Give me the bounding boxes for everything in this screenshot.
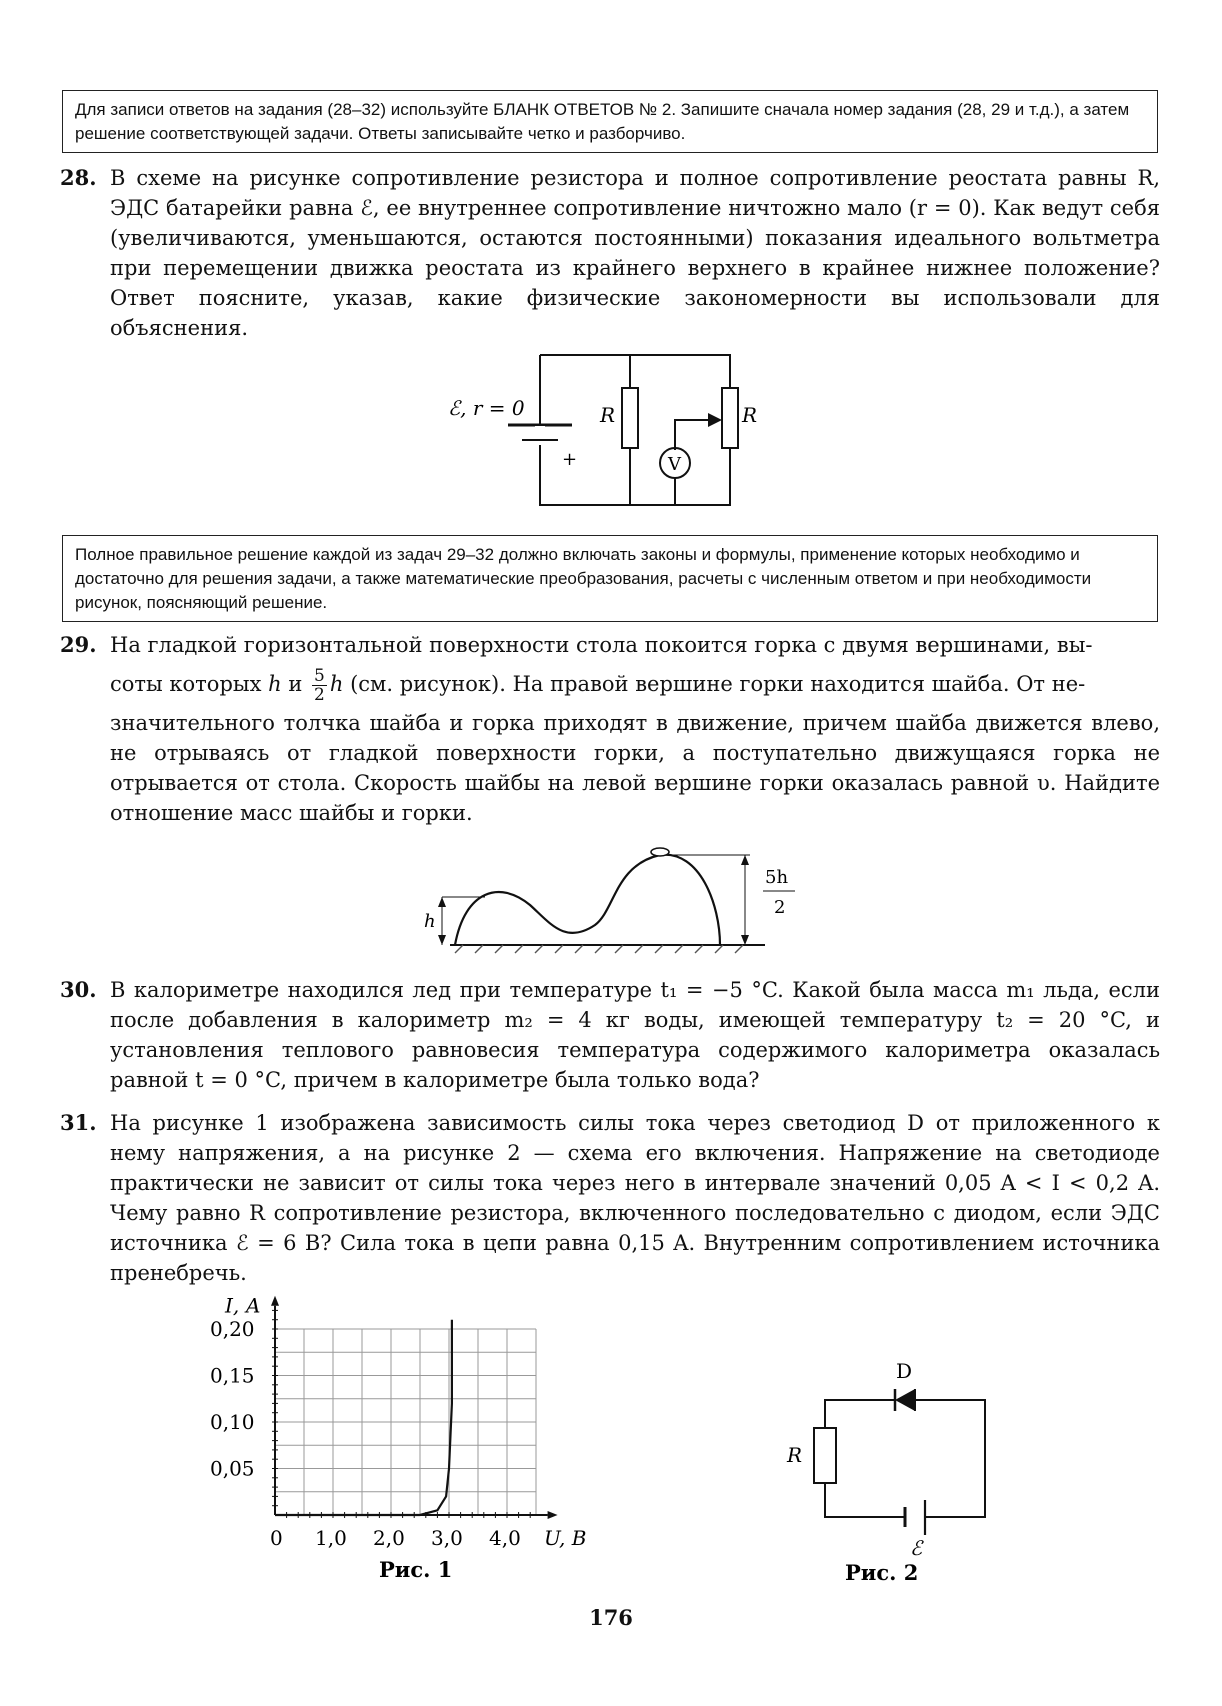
y-tick-label: 0,05 <box>210 1456 255 1481</box>
task-29 <box>60 630 1160 828</box>
x-tick-label: 3,0 <box>431 1526 463 1550</box>
figure-2-caption: Рис. 2 <box>845 1560 919 1585</box>
rheostat-label: R <box>742 403 758 427</box>
instructions-box: Для записи ответов на задания (28–32) используйте БЛАНК ОТВЕТОВ № 2. Запишите сначала номер задания (28, 29 и т.д.), а затем решение соответствующей задачи. Ответы записывайте четко и разборчиво. <box>62 90 1158 153</box>
task-text: В калориметре находился лед при температуре t₁ = −5 °C. Какой была масса m₁ льда, если после добавления в калориметр m₂ = 4 кг воды, имеющей температуру t₂ = 20 °C, и установления теплового равновесия температура содержимого калориметра оказалась равной t = 0 °C, причем в калориметре была только вода? <box>110 978 1160 1092</box>
task-number: 30. <box>60 977 97 1002</box>
x-axis-arrow <box>548 1511 558 1519</box>
and-word: и <box>288 672 303 696</box>
task-30 <box>60 975 1160 1095</box>
resistor-label: R <box>600 403 616 427</box>
emf-label: ℰ, r = 0 <box>448 396 525 420</box>
voltmeter-label: V <box>668 454 681 475</box>
task-text-line2b: (см. рисунок). На правой вершине горки находится шайба. От не- <box>350 672 1086 696</box>
diode-label: D <box>896 1359 913 1383</box>
task-text-line2a: соты которых <box>110 672 262 696</box>
task-text: На рисунке 1 изображена зависимость силы тока через светодиод D от приложенного к нему напряжения, а на рисунке 2 — схема его включения. Напряжение на светодиоде практически не зависит от силы тока через него в интервале значений 0,05 A < I < 0,2 A. Чему равно R сопротивление резистора, включенного последовательно с диодом, если ЭДС источника ℰ = 6 В? Сила тока в цепи равна 0,15 A. Внутренним сопротивлением источника пренебречь. <box>110 1111 1160 1285</box>
x-tick-label: 4,0 <box>489 1526 521 1550</box>
task-28 <box>60 163 1160 343</box>
diode-symbol <box>895 1389 915 1411</box>
height-h-label: h <box>424 911 436 932</box>
task-number: 28. <box>60 165 97 190</box>
task-number: 31. <box>60 1110 97 1135</box>
rheostat-slider-arrow <box>708 413 722 427</box>
page-number: 176 <box>589 1605 633 1630</box>
figure-1-caption: Рис. 1 <box>379 1557 453 1582</box>
task-text-rest: значительного толчка шайба и горка приходят в движение, причем шайба движется влево, не отрываясь от гладкой поверхности горки, а поступательно движущаяся горка не отрывается от стола. Скорость шайбы на левой вершине горки оказалась равной υ. Найдите отношение масс шайбы и горки. <box>110 711 1160 825</box>
y-axis-arrow <box>271 1296 279 1306</box>
hill-curve <box>455 855 720 945</box>
height-den-label: 2 <box>774 897 786 918</box>
fraction-5-2: $\frac{5}{2}$ <box>314 666 325 705</box>
x-axis-label: U, В <box>544 1526 587 1550</box>
series-line-i-u <box>275 1320 452 1515</box>
resistor-label: R <box>787 1443 803 1467</box>
h-symbol: h <box>329 672 344 696</box>
hill-diagram-29 <box>420 845 800 955</box>
task-text: В схеме на рисунке сопротивление резистора и полное сопротивление реостата равны R, ЭДС батарейки равна ℰ, ее внутреннее сопротивление ничтожно мало (r = 0). Как ведут себя (увеличиваются, уменьшаются, остаются постоянными) показания идеального вольтметра при перемещении движка реостата из крайнего верхнего в крайнее нижнее положение? Ответ поясните, указав, какие физические закономерности вы использовали для объяснения. <box>110 166 1160 340</box>
task-number: 29. <box>60 632 97 657</box>
emf-label: ℰ <box>910 1536 923 1560</box>
x-tick-label: 0 <box>270 1526 283 1550</box>
x-tick-label: 1,0 <box>315 1526 347 1550</box>
y-tick-label: 0,20 <box>210 1317 255 1341</box>
circuit-diagram-31 <box>770 1355 1010 1585</box>
current-voltage-chart <box>210 1285 660 1585</box>
h-symbol: h <box>268 672 282 696</box>
task-text-line1: На гладкой горизонтальной поверхности стола покоится горка с двумя вершинами, вы- <box>110 633 1093 657</box>
solution-requirements-box: Полное правильное решение каждой из задач 29–32 должно включать законы и формулы, применение которых необходимо и достаточно для решения задачи, а также математические преобразования, расчеты с численным ответом и при необходимости рисунок, поясняющий решение. <box>62 535 1158 622</box>
circuit-diagram-28 <box>440 350 780 510</box>
y-axis-label: I, А <box>225 1293 261 1318</box>
x-tick-label: 2,0 <box>373 1526 405 1550</box>
y-tick-label: 0,15 <box>210 1363 255 1388</box>
task-31 <box>60 1108 1160 1288</box>
height-5h-label: 5h <box>765 867 789 888</box>
y-tick-label: 0,10 <box>210 1410 255 1434</box>
plus-label: + <box>562 449 578 470</box>
